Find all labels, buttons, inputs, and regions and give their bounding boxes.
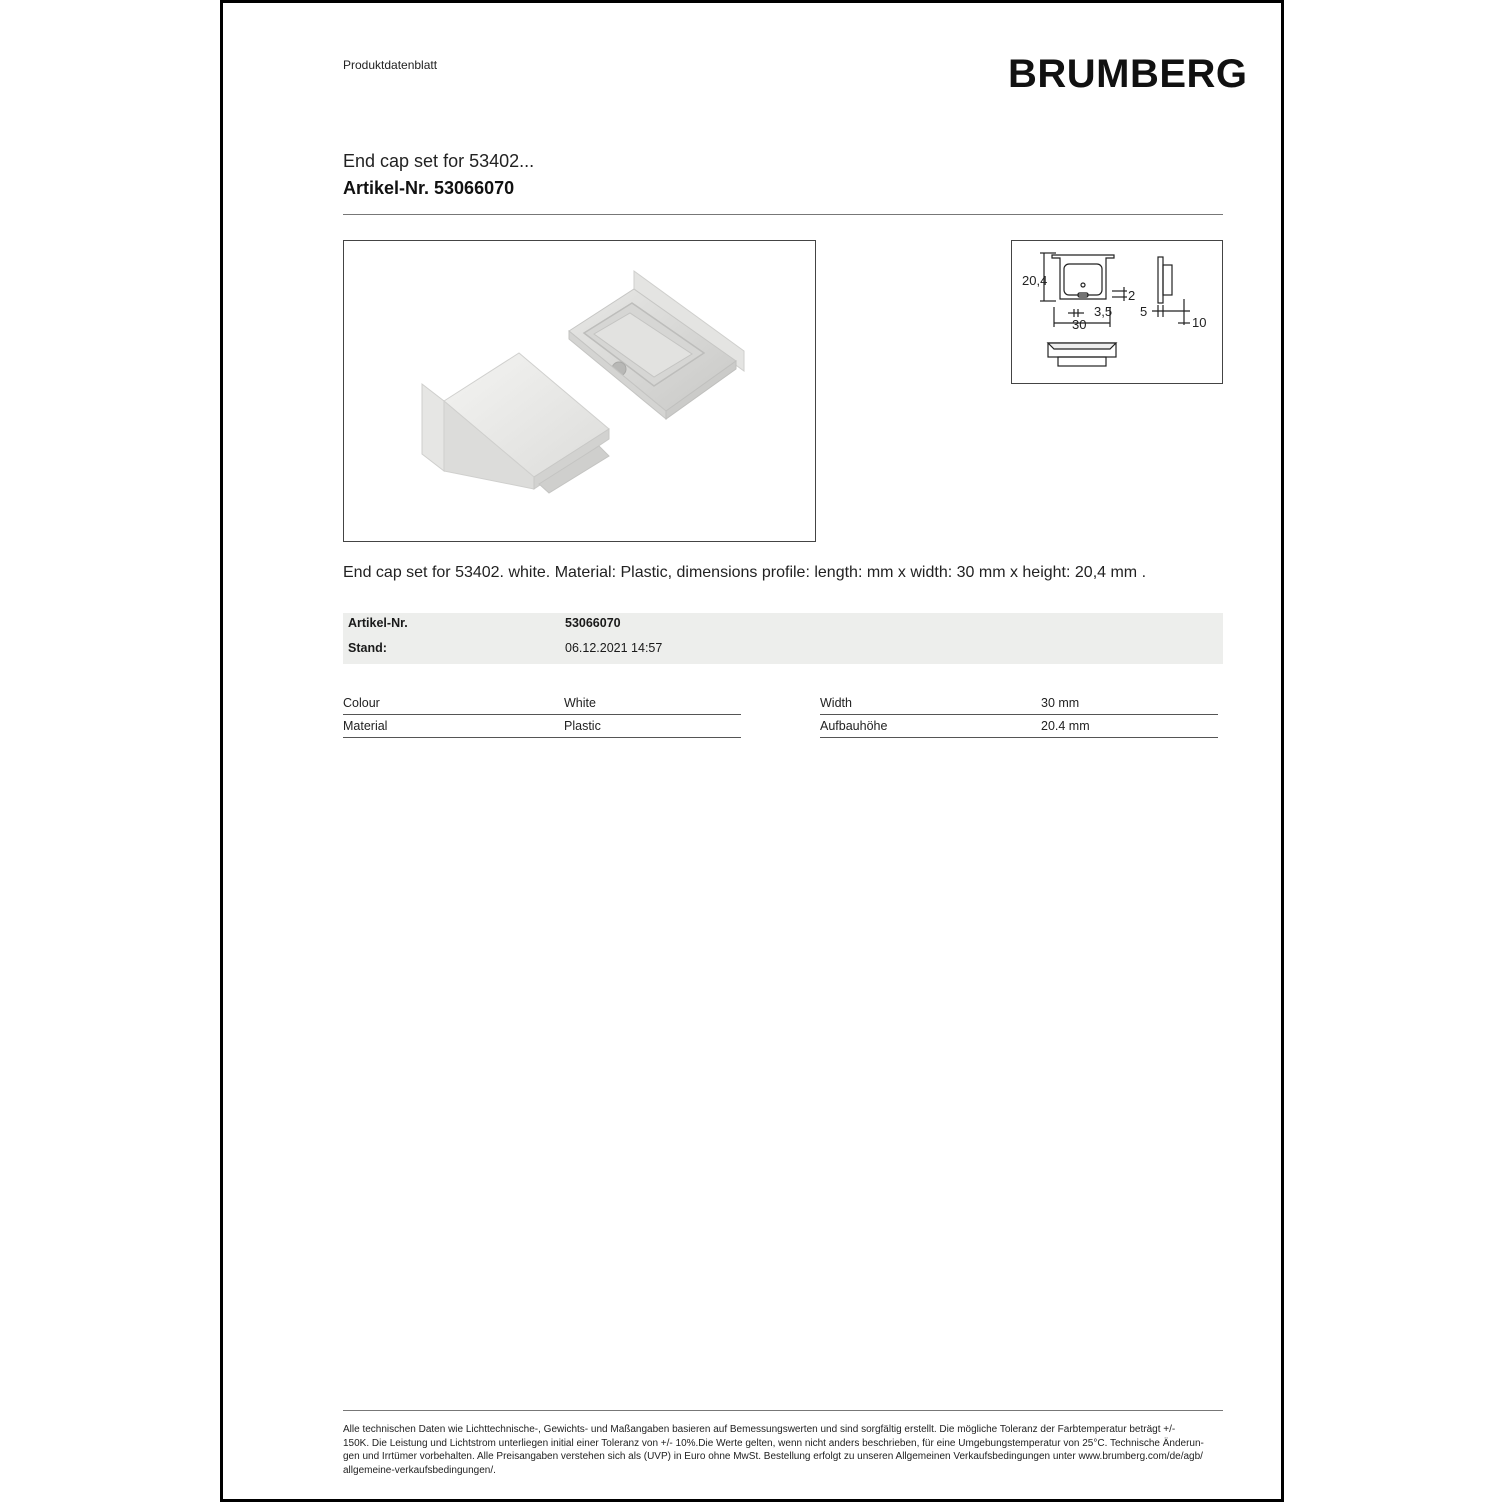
article-number-heading: Artikel-Nr. 53066070 [343,178,515,198]
product-title: End cap set for 53402... [343,151,535,171]
spec-row [820,715,1218,738]
dim-label-5: 5 [1140,304,1148,319]
spec-label: Colour [343,696,380,710]
product-description: End cap set for 53402. white. Material: Plastic, dimensions profile: length: mm x width: 30 mm x height: 20,4 mm . [343,564,1147,581]
spec-value: White [564,696,596,710]
info-label: Artikel-Nr. [348,616,408,630]
end-cap-illustration [344,241,815,541]
spec-label: Width [820,696,852,710]
info-value: 06.12.2021 14:57 [565,641,663,655]
brand-logo: BRUMBERG [1008,52,1248,96]
dim-label-10: 10 [1192,315,1207,330]
spec-row [343,692,741,715]
dim-label-30: 30 [1072,317,1087,332]
footer-line: Alle technischen Daten wie Lichttechnische-, Gewichts- und Maßangaben basieren auf Bemessungswerten und sind sorgfältig erstellt. Die mögliche Toleranz der Farbtemperatur beträgt +/- [343,1424,1176,1435]
technical-drawing [1011,240,1223,384]
spec-value: 20.4 mm [1041,719,1090,733]
info-label: Stand: [348,641,387,655]
spec-label: Material [343,719,388,733]
legal-footer [343,1423,1225,1477]
dim-label-3-5: 3,5 [1094,304,1113,319]
spec-value: 30 mm [1041,696,1080,710]
spec-table-right [820,692,1218,738]
datasheet-page [220,0,1284,1502]
spec-label: Aufbauhöhe [820,719,888,733]
footer-line: 150K. Die Leistung und Lichtstrom unterliegen initial einer Toleranz von +/- 10%.Die Werte gelten, wenn nicht anders beschrieben, für eine Umgebungstemperatur von 25°C. Technische Änderun- [343,1437,1204,1449]
footer-line: gen und Irrtümer vorbehalten. Alle Preisangaben verstehen sich als (UVP) in Euro ohne MwSt. Bestellung erfolgt zu unseren Allgemeinen Verkaufsbedingungen unter www.brumberg.com/de/agb/ [343,1451,1203,1462]
footer-divider [343,1410,1223,1411]
document-type-label: Produktdatenblatt [343,58,438,72]
product-photo [343,240,816,542]
info-value: 53066070 [565,616,621,630]
dim-label-height: 20,4 [1022,273,1048,288]
spec-table-left [343,692,741,738]
header-divider [343,214,1223,215]
footer-line: allgemeine-verkaufsbedingungen/. [343,1464,496,1476]
spec-value: Plastic [564,719,601,733]
dim-label-2: 2 [1128,288,1136,303]
spec-row [343,715,741,738]
article-info-panel [343,613,1223,664]
dimension-drawing [1012,241,1222,383]
spec-row [820,692,1218,715]
profile-outline [1052,255,1114,299]
